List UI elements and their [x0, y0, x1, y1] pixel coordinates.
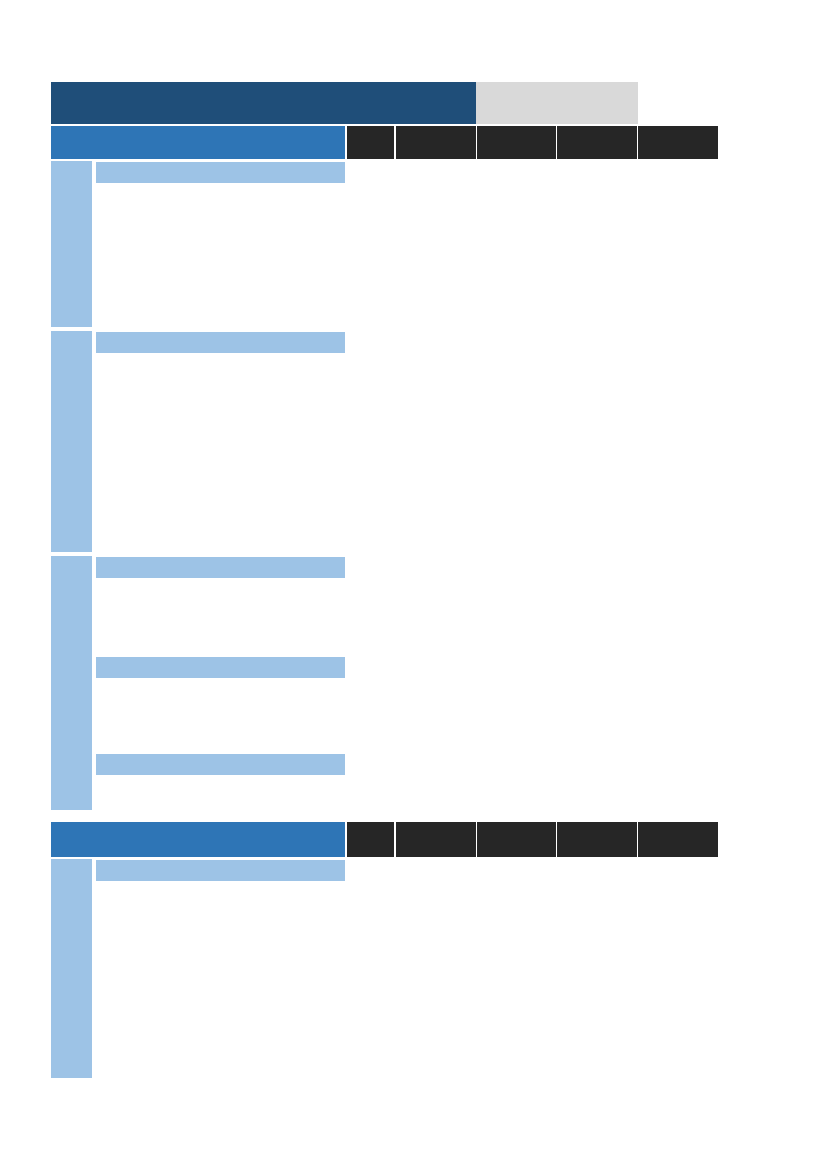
futures-header [51, 822, 345, 857]
col-change [557, 126, 637, 159]
sub-nickel-iron [96, 557, 345, 578]
col-pct [638, 126, 718, 159]
report-title [51, 82, 476, 124]
stage-midstream [51, 331, 92, 552]
col-pct-f [638, 822, 718, 857]
col-unit [347, 126, 394, 159]
stage-variety [51, 859, 92, 1078]
col-current-f [396, 822, 476, 857]
sub-electro [96, 332, 345, 353]
col-unit-f [347, 822, 394, 857]
small-logo [640, 88, 725, 118]
col-previous-f [477, 822, 556, 857]
col-change-f [557, 822, 637, 857]
spot-header [51, 126, 345, 159]
update-date [476, 82, 638, 124]
stage-upstream [51, 161, 92, 327]
sub-ore [96, 162, 345, 183]
company-logo [530, 20, 730, 64]
sub-stainless [96, 657, 345, 678]
col-current [396, 126, 476, 159]
stage-downstream [51, 556, 92, 810]
sub-auto [96, 754, 345, 775]
sub-nickel [96, 860, 345, 881]
col-previous [477, 126, 556, 159]
